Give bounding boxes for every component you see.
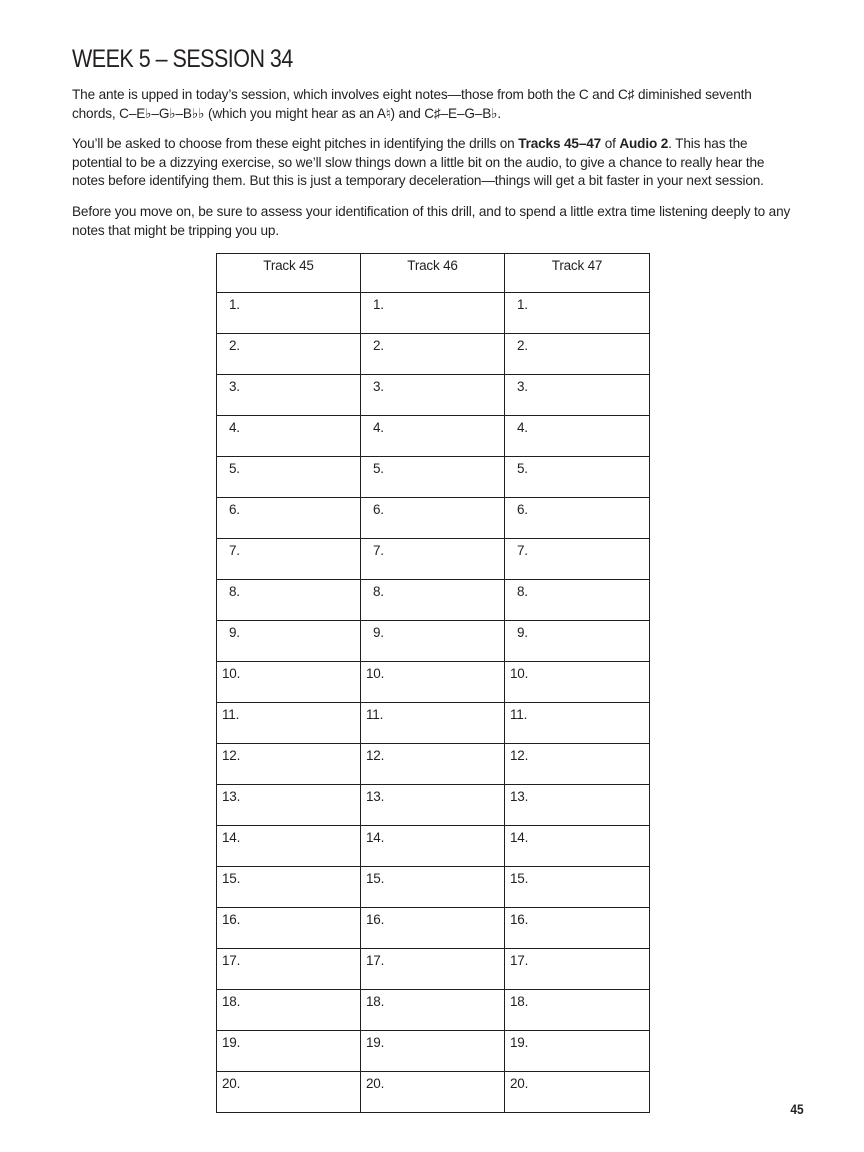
row-number-label: 15. [510, 871, 529, 886]
row-number-label: 5. [373, 461, 384, 476]
table-row [217, 867, 650, 908]
row-number-label: 12. [510, 748, 529, 763]
answer-cell[interactable] [505, 785, 650, 826]
row-number-label: 4. [517, 420, 528, 435]
row-number-label: 2. [373, 338, 384, 353]
row-number-label: 1. [229, 297, 240, 312]
row-number-label: 9. [229, 625, 240, 640]
instructions-text-of: of [601, 136, 620, 151]
row-number-label: 4. [229, 420, 240, 435]
row-number-label: 14. [222, 830, 241, 845]
answer-cell[interactable] [505, 334, 650, 375]
instructions-text-after: . This has the potential to be a dizzying exercise, so we’ll slow things down a little bit on the audio, to give a chance to really hear the notes before identifying them. But this is just a temporary deceleration—things will get a bit faster in your next session. [72, 136, 765, 188]
table-row [217, 826, 650, 867]
header-track-45: Track 45 [217, 254, 361, 293]
answer-cell[interactable] [505, 908, 650, 949]
row-number-label: 5. [517, 461, 528, 476]
table-body [217, 293, 650, 1113]
answer-cell[interactable] [505, 375, 650, 416]
table-row [217, 703, 650, 744]
assessment-paragraph: Before you move on, be sure to assess your identification of this drill, and to spend a little extra time listening deeply to any notes that might be tripping you up. [72, 204, 791, 238]
answer-cell[interactable] [505, 949, 650, 990]
row-number-label: 17. [510, 953, 529, 968]
answer-cell[interactable] [361, 457, 505, 498]
page-number: 45 [790, 1101, 804, 1117]
row-number-label: 18. [510, 994, 529, 1009]
row-number-label: 13. [510, 789, 529, 804]
row-number-label: 20. [222, 1076, 241, 1091]
row-number-label: 7. [517, 543, 528, 558]
row-number-label: 19. [366, 1035, 385, 1050]
answer-cell[interactable] [361, 293, 505, 334]
answer-cell[interactable] [361, 949, 505, 990]
table-row [217, 416, 650, 457]
answer-cell[interactable] [361, 826, 505, 867]
answer-cell[interactable] [217, 375, 361, 416]
row-number-label: 8. [517, 584, 528, 599]
answer-cell[interactable] [361, 498, 505, 539]
row-number-label: 16. [510, 912, 529, 927]
row-number-label: 14. [366, 830, 385, 845]
intro-paragraph: The ante is upped in today’s session, which involves eight notes—those from both the C and C♯ diminished seventh chords, C–E♭–G♭–B♭♭ (which you might hear as an A♮) and C♯–E–G–B♭. [72, 87, 752, 121]
row-number-label: 6. [517, 502, 528, 517]
row-number-label: 12. [222, 748, 241, 763]
row-number-label: 11. [222, 707, 240, 722]
answer-cell[interactable] [361, 621, 505, 662]
row-number-label: 2. [517, 338, 528, 353]
answer-cell[interactable] [217, 1031, 361, 1072]
answer-cell[interactable] [361, 990, 505, 1031]
answer-cell[interactable] [217, 580, 361, 621]
table-row [217, 949, 650, 990]
row-number-label: 7. [229, 543, 240, 558]
answer-cell[interactable] [361, 662, 505, 703]
answer-cell[interactable] [217, 293, 361, 334]
row-number-label: 10. [222, 666, 241, 681]
row-number-label: 4. [373, 420, 384, 435]
row-number-label: 2. [229, 338, 240, 353]
answer-cell[interactable] [505, 1072, 650, 1113]
row-number-label: 1. [373, 297, 384, 312]
answer-cell[interactable] [217, 662, 361, 703]
row-number-label: 19. [222, 1035, 241, 1050]
answer-cell[interactable] [361, 1031, 505, 1072]
row-number-label: 11. [366, 707, 384, 722]
table-row [217, 908, 650, 949]
row-number-label: 10. [366, 666, 385, 681]
table-row [217, 621, 650, 662]
answer-cell[interactable] [505, 457, 650, 498]
answer-cell[interactable] [505, 867, 650, 908]
answer-cell[interactable] [361, 539, 505, 580]
answer-cell[interactable] [505, 826, 650, 867]
row-number-label: 6. [229, 502, 240, 517]
answer-cell[interactable] [361, 334, 505, 375]
answer-cell[interactable] [217, 785, 361, 826]
table-row [217, 334, 650, 375]
answer-cell[interactable] [361, 867, 505, 908]
tracks-reference: Tracks 45–47 [518, 136, 602, 151]
answer-cell[interactable] [361, 785, 505, 826]
row-number-label: 8. [373, 584, 384, 599]
answer-cell[interactable] [505, 662, 650, 703]
answer-cell[interactable] [505, 621, 650, 662]
answer-cell[interactable] [361, 703, 505, 744]
table-row [217, 744, 650, 785]
answer-cell[interactable] [217, 703, 361, 744]
row-number-label: 8. [229, 584, 240, 599]
row-number-label: 18. [366, 994, 385, 1009]
answer-cell[interactable] [505, 990, 650, 1031]
answer-cell[interactable] [217, 990, 361, 1031]
row-number-label: 11. [510, 707, 528, 722]
answer-cell[interactable] [217, 539, 361, 580]
answer-cell[interactable] [361, 580, 505, 621]
answer-cell[interactable] [217, 621, 361, 662]
answer-cell[interactable] [361, 375, 505, 416]
row-number-label: 17. [222, 953, 241, 968]
table-row [217, 1072, 650, 1113]
answer-cell[interactable] [505, 539, 650, 580]
answer-cell[interactable] [217, 416, 361, 457]
row-number-label: 9. [517, 625, 528, 640]
instructions-text-before: You’ll be asked to choose from these eight pitches in identifying the drills on [72, 136, 519, 151]
answer-cell[interactable] [217, 949, 361, 990]
audio-reference: Audio 2 [619, 136, 669, 151]
answer-cell[interactable] [505, 1031, 650, 1072]
answer-cell[interactable] [217, 498, 361, 539]
row-number-label: 16. [222, 912, 241, 927]
row-number-label: 15. [366, 871, 385, 886]
page-title: WEEK 5 – SESSION 34 [72, 45, 293, 73]
row-number-label: 13. [366, 789, 385, 804]
row-number-label: 10. [510, 666, 529, 681]
row-number-label: 18. [222, 994, 241, 1009]
row-number-label: 15. [222, 871, 241, 886]
row-number-label: 16. [366, 912, 385, 927]
answer-cell[interactable] [505, 498, 650, 539]
table-row [217, 785, 650, 826]
answer-cell[interactable] [217, 1072, 361, 1113]
table-row [217, 293, 650, 334]
answer-cell[interactable] [361, 908, 505, 949]
answer-cell[interactable] [505, 703, 650, 744]
table-header-row [217, 254, 650, 293]
answer-cell[interactable] [217, 744, 361, 785]
answer-cell[interactable] [217, 826, 361, 867]
table-row [217, 1031, 650, 1072]
answer-cell[interactable] [361, 744, 505, 785]
table-row [217, 662, 650, 703]
answer-cell[interactable] [361, 1072, 505, 1113]
table-row [217, 498, 650, 539]
row-number-label: 17. [366, 953, 385, 968]
answer-cell[interactable] [505, 744, 650, 785]
header-track-46: Track 46 [361, 254, 505, 293]
answer-cell[interactable] [217, 908, 361, 949]
answer-cell[interactable] [217, 334, 361, 375]
row-number-label: 12. [366, 748, 385, 763]
answer-cell[interactable] [217, 867, 361, 908]
row-number-label: 13. [222, 789, 241, 804]
table-row [217, 990, 650, 1031]
table-row [217, 539, 650, 580]
row-number-label: 3. [229, 379, 240, 394]
row-number-label: 5. [229, 461, 240, 476]
row-number-label: 1. [517, 297, 528, 312]
row-number-label: 3. [517, 379, 528, 394]
table-row [217, 457, 650, 498]
header-track-47: Track 47 [505, 254, 650, 293]
answer-cell[interactable] [217, 457, 361, 498]
answer-cell[interactable] [505, 293, 650, 334]
row-number-label: 20. [510, 1076, 529, 1091]
answer-cell[interactable] [505, 416, 650, 457]
row-number-label: 9. [373, 625, 384, 640]
row-number-label: 14. [510, 830, 529, 845]
answer-cell[interactable] [505, 580, 650, 621]
row-number-label: 3. [373, 379, 384, 394]
row-number-label: 7. [373, 543, 384, 558]
table-row [217, 375, 650, 416]
row-number-label: 19. [510, 1035, 529, 1050]
row-number-label: 20. [366, 1076, 385, 1091]
drill-answer-table [216, 253, 650, 1113]
instructions-paragraph [72, 135, 792, 191]
table-row [217, 580, 650, 621]
row-number-label: 6. [373, 502, 384, 517]
answer-cell[interactable] [361, 416, 505, 457]
